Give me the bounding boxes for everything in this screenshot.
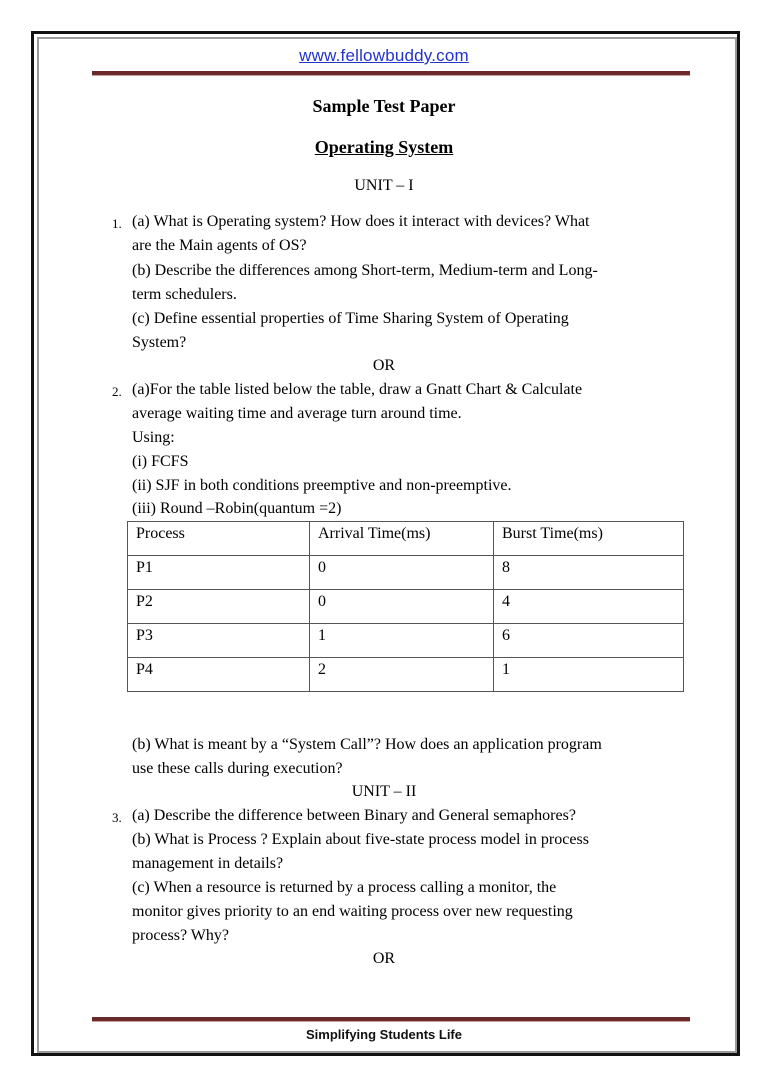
- question-number: 1.: [112, 216, 122, 231]
- question-line: use these calls during execution?: [132, 760, 343, 777]
- header-site-link[interactable]: www.fellowbuddy.com: [299, 46, 469, 65]
- question-line: Using:: [132, 429, 175, 446]
- table-cell: 1: [494, 658, 684, 692]
- table-row: [128, 624, 684, 658]
- table-row: [128, 590, 684, 624]
- table-cell: P3: [128, 624, 310, 658]
- unit-heading-1: UNIT – I: [354, 177, 414, 194]
- question-line: (c) Define essential properties of Time Sharing System of Operating: [132, 310, 569, 327]
- table-cell: P1: [128, 556, 310, 590]
- question-line: management in details?: [132, 855, 284, 872]
- process-table: [127, 521, 684, 692]
- question-line: term schedulers.: [132, 286, 237, 303]
- question-line: monitor gives priority to an end waiting process over new requesting: [132, 903, 573, 920]
- table-cell: 8: [494, 556, 684, 590]
- subject-title: Operating System: [314, 137, 454, 157]
- footer-rule: [92, 1017, 690, 1022]
- table-cell: 2: [310, 658, 494, 692]
- question-number: 2.: [112, 384, 122, 399]
- table-cell: P2: [128, 590, 310, 624]
- table-cell: 4: [494, 590, 684, 624]
- question-line: (i) FCFS: [132, 453, 189, 470]
- question-number: 3.: [112, 810, 122, 825]
- or-separator: OR: [372, 357, 396, 374]
- table-cell: 1: [310, 624, 494, 658]
- question-line: are the Main agents of OS?: [132, 237, 307, 254]
- table-header-cell: Arrival Time(ms): [310, 522, 494, 556]
- question-line: (a) Describe the difference between Binary and General semaphores?: [132, 807, 576, 824]
- table-cell: 0: [310, 590, 494, 624]
- page-title: Sample Test Paper: [312, 96, 456, 116]
- question-line: (iii) Round –Robin(quantum =2): [132, 500, 342, 517]
- table-cell: 0: [310, 556, 494, 590]
- question-line: (ii) SJF in both conditions preemptive and non-preemptive.: [132, 477, 512, 494]
- unit-heading-2: UNIT – II: [351, 783, 417, 800]
- table-cell: P4: [128, 658, 310, 692]
- question-line: System?: [132, 334, 187, 351]
- table-header-cell: Burst Time(ms): [494, 522, 684, 556]
- header-rule: [92, 71, 690, 76]
- footer-tagline: Simplifying Students Life: [305, 1027, 462, 1042]
- table-header-cell: Process: [128, 522, 310, 556]
- question-line: (b) What is meant by a “System Call”? How does an application program: [132, 736, 602, 753]
- table-row: [128, 658, 684, 692]
- question-line: average waiting time and average turn around time.: [132, 405, 462, 422]
- table-header-row: [128, 522, 684, 556]
- question-line: (a) What is Operating system? How does it interact with devices? What: [132, 213, 590, 230]
- table-row: [128, 556, 684, 590]
- question-line: process? Why?: [132, 927, 229, 944]
- or-separator: OR: [372, 950, 396, 967]
- question-line: (b) Describe the differences among Short-term, Medium-term and Long-: [132, 262, 598, 279]
- question-line: (a)For the table listed below the table, draw a Gnatt Chart & Calculate: [132, 381, 583, 398]
- question-line: (b) What is Process ? Explain about five-state process model in process: [132, 831, 589, 848]
- table-cell: 6: [494, 624, 684, 658]
- question-line: (c) When a resource is returned by a process calling a monitor, the: [132, 879, 557, 896]
